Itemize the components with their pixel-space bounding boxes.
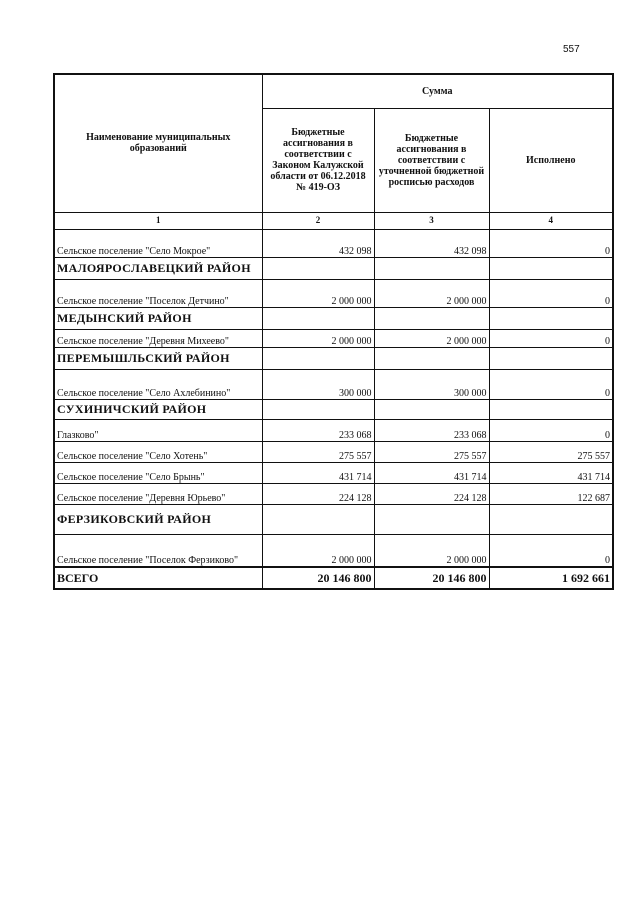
district-name: ПЕРЕМЫШЛЬСКИЙ РАЙОН [54,347,262,369]
executed-value: 122 687 [489,483,613,504]
settlement-name: Сельское поселение "Деревня Михеево" [54,329,262,347]
settlement-name: Сельское поселение "Село Хотень" [54,441,262,462]
refined-allocation-value: 224 128 [374,483,489,504]
header-executed: Исполнено [489,108,613,212]
refined-allocation-value: 2 000 000 [374,534,489,567]
refined-allocation-value: 2 000 000 [374,329,489,347]
settlement-name: Сельское поселение "Село Брынь" [54,462,262,483]
table-row [54,462,613,483]
law-allocation-value: 300 000 [262,369,374,399]
law-allocation-value: 431 714 [262,462,374,483]
district-row [54,504,613,534]
refined-allocation-value: 431 714 [374,462,489,483]
district-name: МЕДЫНСКИЙ РАЙОН [54,307,262,329]
law-allocation-value: 432 098 [262,229,374,257]
settlement-name: Сельское поселение "Село Ахлебинино" [54,369,262,399]
district-row [54,399,613,419]
refined-allocation-value: 233 068 [374,419,489,441]
page-number: 557 [563,44,580,55]
district-name: МАЛОЯРОСЛАВЕЦКИЙ РАЙОН [54,257,262,279]
executed-value: 0 [489,329,613,347]
total-label: ВСЕГО [54,567,262,589]
column-index-1: 1 [54,212,262,229]
header-name-column: Наименование муниципальных образований [54,74,262,212]
executed-value: 0 [489,229,613,257]
table-row [54,441,613,462]
law-allocation-value: 2 000 000 [262,279,374,307]
header-refined-allocations: Бюджетные ассигнования в соответствии с уточненной бюджетной росписью расходов [374,108,489,212]
column-index-2: 2 [262,212,374,229]
district-row [54,257,613,279]
law-allocation-value: 275 557 [262,441,374,462]
settlement-name: Сельское поселение "Поселок Детчино" [54,279,262,307]
law-allocation-value: 2 000 000 [262,329,374,347]
table-row [54,419,613,441]
law-allocation-value: 2 000 000 [262,534,374,567]
header-law-allocations: Бюджетные ассигнования в соответствии с Законом Калужской области от 06.12.2018 № 419-ОЗ [262,108,374,212]
executed-value: 431 714 [489,462,613,483]
total-law-allocation: 20 146 800 [262,567,374,589]
executed-value: 0 [489,534,613,567]
settlement-name: Сельское поселение "Деревня Юрьево" [54,483,262,504]
total-executed: 1 692 661 [489,567,613,589]
executed-value: 275 557 [489,441,613,462]
total-row [54,567,613,589]
table-row [54,229,613,257]
header-sum-group: Сумма [262,74,613,108]
district-row [54,347,613,369]
district-row [54,307,613,329]
column-index-4: 4 [489,212,613,229]
executed-value: 0 [489,279,613,307]
table-row [54,369,613,399]
settlement-name: Сельское поселение "Поселок Ферзиково" [54,534,262,567]
refined-allocation-value: 275 557 [374,441,489,462]
budget-table [53,73,614,590]
executed-value: 0 [489,419,613,441]
column-index-3: 3 [374,212,489,229]
settlement-name: Глазково" [54,419,262,441]
district-name: ФЕРЗИКОВСКИЙ РАЙОН [54,504,262,534]
table-row [54,279,613,307]
table-row [54,329,613,347]
total-refined-allocation: 20 146 800 [374,567,489,589]
refined-allocation-value: 300 000 [374,369,489,399]
table-row [54,534,613,567]
district-name: СУХИНИЧСКИЙ РАЙОН [54,399,262,419]
refined-allocation-value: 2 000 000 [374,279,489,307]
executed-value: 0 [489,369,613,399]
refined-allocation-value: 432 098 [374,229,489,257]
table-row [54,483,613,504]
law-allocation-value: 224 128 [262,483,374,504]
settlement-name: Сельское поселение "Село Мокрое" [54,229,262,257]
law-allocation-value: 233 068 [262,419,374,441]
